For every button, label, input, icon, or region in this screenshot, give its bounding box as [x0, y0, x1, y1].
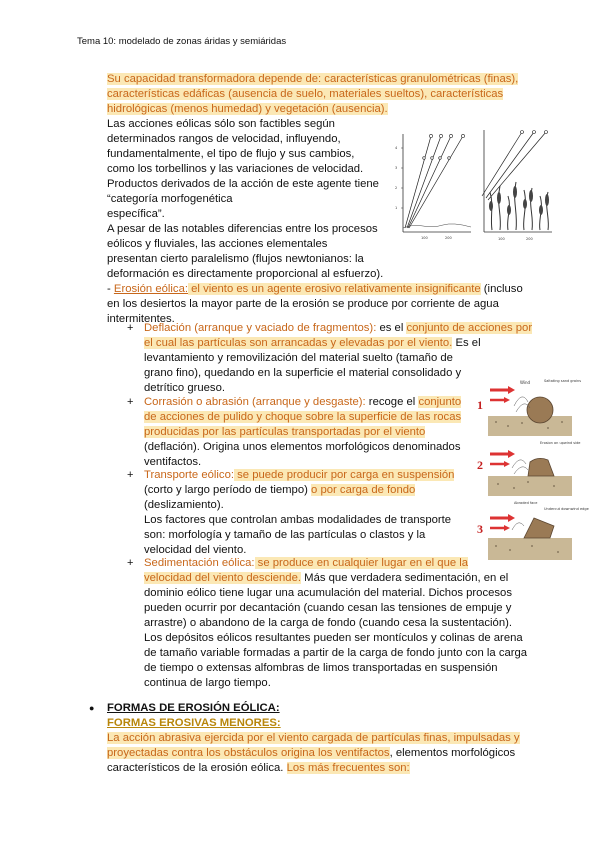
transporte-line-4: Los factores que controlan ambas modalidades de transporte	[144, 514, 452, 526]
figure-number: 2	[477, 458, 483, 472]
p1-line: “categoría morfogenética	[107, 193, 233, 205]
page-header: Tema 10: modelado de zonas áridas y semiáridas	[77, 36, 287, 47]
svg-text:200: 200	[526, 237, 533, 241]
corrasion-line-4: (deflación). Origina unos elementos morfológicos denominados	[144, 441, 461, 453]
figure-number: 3	[477, 522, 483, 536]
transporte-line-5: son: morfología y tamaño de las partículas o clastos y la	[144, 529, 426, 541]
bullet-plus: +	[127, 396, 134, 408]
transporte-line-6: velocidad del viento.	[144, 544, 247, 556]
transporte-line-3: (deslizamiento).	[144, 499, 224, 511]
svg-text:100: 100	[498, 237, 505, 241]
figure-label-abraded: Abraded face	[514, 501, 538, 505]
deflacion-line-1: Deflación (arranque y vaciado de fragmentos): es el conjunto de acciones por	[144, 322, 533, 334]
p1-line: específica”.	[107, 208, 165, 220]
figure-label-saltating: Saltating sand grains	[544, 379, 582, 383]
wind-vegetation-graph	[478, 126, 554, 244]
p1-line: Las acciones eólicas sólo son factibles según	[107, 118, 335, 130]
svg-text:200: 200	[445, 236, 452, 240]
intro-line-3: hidrológicas (menos humedad) y vegetación (ausencia).	[107, 103, 388, 115]
erosion-line-2: en los desiertos la mayor parte de la erosión se produce por corriente de agua	[107, 298, 499, 310]
intro-line-2: características edáficas (ausencia de suelo, materiales sueltos), características	[107, 88, 504, 100]
p1-line: A pesar de las notables diferencias entre los procesos	[107, 223, 378, 235]
corrasion-line-3: producidas por las partículas transportadas por el viento	[144, 426, 426, 438]
velocity-profile-graph	[393, 128, 475, 244]
corrasion-line-1: Corrasión o abrasión (arranque y desgaste): recoge el conjunto	[144, 396, 462, 408]
ventifact-stage-2	[488, 436, 581, 496]
formas-line-1: La acción abrasiva ejercida por el viento cargada de partículas finas, impulsadas y	[107, 732, 520, 744]
svg-text:4: 4	[395, 146, 398, 150]
formas-line-2: proyectadas contra los obstáculos origina los ventifactos, elementos morfológicos	[107, 747, 516, 759]
formas-subtitle: FORMAS EROSIVAS MENORES:	[107, 717, 281, 729]
p1-line: presentan cierto paralelismo (flujos newtonianos: la	[107, 253, 364, 265]
transporte-line-2: (corto y largo período de tiempo) o por carga de fondo	[144, 484, 416, 496]
bullet-plus: +	[127, 322, 134, 334]
ventifact-stage-1	[488, 376, 582, 436]
transporte-line-1: Transporte eólico: se puede producir por carga en suspensión	[144, 469, 455, 481]
svg-text:100: 100	[421, 236, 428, 240]
deflacion-line-5: detrítico grueso.	[144, 382, 226, 394]
p1-line: fundamentalmente, el tipo de flujo y sus cambios,	[107, 148, 355, 160]
svg-text:2: 2	[395, 186, 398, 190]
corrasion-line-2: de acciones de pulido y choque sobre la superficie de las rocas	[144, 411, 462, 423]
sedimentacion-line: pueden ocurrir por decantación (cuando cesan las tensiones de empuje y	[144, 602, 512, 614]
p1-line: determinados rangos de velocidad, influyendo,	[107, 133, 341, 145]
figure-number: 1	[477, 398, 483, 412]
p1-line: eólicos y fluviales, las acciones elementales	[107, 238, 328, 250]
erosion-line-1: - Erosión eólica: el viento es un agente erosivo relativamente insignificante (incluso	[107, 283, 523, 295]
deflacion-line-3: levantamiento y removilización del material suelto (tamaño de	[144, 352, 453, 364]
sedimentacion-line: Los depósitos eólicos resultantes pueden ser montículos y colinas de arena	[144, 632, 523, 644]
corrasion-line-5: ventifactos.	[144, 456, 202, 468]
intro-line-1: Su capacidad transformadora depende de: características granulométricas (finas),	[107, 73, 519, 85]
erosion-line-3: intermitentes.	[107, 313, 175, 325]
deflacion-line-2: el cual las partículas son arrancadas y elevadas por el viento. Es el	[144, 337, 481, 349]
formas-title: FORMAS DE EROSIÓN EÓLICA:	[107, 702, 280, 714]
p1-line: deformación es directamente proporcional al esfuerzo).	[107, 268, 384, 280]
sedimentacion-line: continua de largo tiempo.	[144, 677, 271, 689]
figure-label-undercut: Undercut downwind edge	[544, 507, 589, 511]
deflacion-line-4: grano fino), quedando en la superficie el material consolidado y	[144, 367, 462, 379]
sedimentacion-line: dominio eólico tiene lugar una acumulación del material. Dichos procesos	[144, 587, 512, 599]
formas-line-3: característicos de la erosión eólica. Los más frecuentes son:	[107, 762, 410, 774]
sedimentacion-line-1: Sedimentación eólica: se produce en cualquier lugar en el que la	[144, 557, 469, 569]
sedimentacion-line: arrastre) o abandono de la carga de fondo (cuando cesa la sustentación).	[144, 617, 513, 629]
figure-label-erosion: Erosion on upwind side	[540, 441, 581, 445]
svg-text:1: 1	[395, 206, 398, 210]
p1-line: como los torbellinos y las variaciones de velocidad.	[107, 163, 364, 175]
bullet-plus: +	[127, 557, 134, 569]
sedimentacion-line: de tamaño variable formadas a partir de la carga de fondo junto con la carga	[144, 647, 528, 659]
svg-text:3: 3	[395, 166, 398, 170]
sedimentacion-line-2: velocidad del viento desciende. Más que verdadera sedimentación, en el	[144, 572, 509, 584]
bullet-plus: +	[127, 469, 134, 481]
bullet-dot: ●	[89, 703, 95, 713]
figure-label-wind: Wind	[520, 380, 531, 385]
p1-line: Productos derivados de la acción de este agente tiene	[107, 178, 379, 190]
sedimentacion-line: de tiempo o extensas alfombras de limos transportadas en suspensión	[144, 662, 498, 674]
ventifact-stage-3	[488, 496, 589, 560]
